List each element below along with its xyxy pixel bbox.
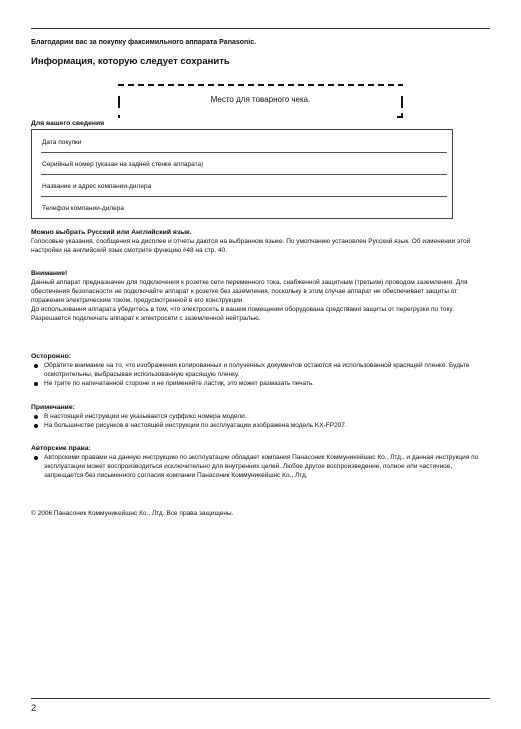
language-title: Можно выбрать Русский или Английский язык. (31, 229, 192, 236)
bullet-icon (34, 456, 38, 460)
language-text: Голосовые указания, сообщения на дисплее и отчеты даются на выбранном языке. По умолчанию установлен Русский язык. Об изменении этой настройки на английский язык смотрите функцию #48 на стр. 40. (31, 238, 471, 254)
note-section (31, 403, 491, 430)
list-item-text: Авторскими правами на данную инструкцию по эксплуатации обладает компания Панасоник Коммуникейшнс Ко., Лтд., и данная инструкция по эксплуатации может воспроизводиться исключительно для внутренних целей. Любое другое воспроизведение, полное или частичное, запрещается без письменного согласия компании Панасоник Коммуникейшнс Ко., Лтд. (44, 454, 479, 479)
list-item (31, 412, 491, 421)
caution-list (31, 361, 491, 388)
reference-row (41, 133, 447, 153)
attention-text: Данный аппарат предназначен для подключения к розетке сети переменного тока, снабженной защитным (третьим) проводом заземления. Для обеспечения безопасности не подключайте аппарат к розетке без заземления, поскольку в этом случае аппарат не обеспечивает защиты от поражения электрическим током, предусмотренной в его конструкции. (31, 279, 468, 304)
language-section (31, 228, 491, 255)
bullet-icon (34, 364, 38, 368)
attention-section (31, 269, 491, 323)
reference-table (31, 129, 453, 219)
top-rule (31, 28, 490, 29)
reference-row (41, 177, 447, 197)
reference-row-label: Серийный номер (указан на задней стенке аппарата) (42, 161, 204, 168)
copyright-list (31, 453, 491, 480)
receipt-left-corner (118, 115, 120, 118)
note-list (31, 412, 491, 430)
list-item (31, 421, 491, 430)
list-item-text: Не трите по напечатанной стороне и не применяйте ластик, это может размазать печать. (44, 380, 315, 387)
reference-row-label: Дата покупки (42, 139, 82, 146)
reference-row (41, 199, 447, 219)
list-item-text: В настоящей инструкции не указывается суффикс номера модели. (44, 413, 247, 420)
copyright-section (31, 444, 491, 480)
list-item-text: На большинстве рисунков в настоящей инструкции по эксплуатации изображена модель KX-FP207. (44, 422, 347, 429)
receipt-placeholder (118, 84, 403, 118)
page-number: 2 (31, 703, 37, 713)
attention-text: Разрешается подключать аппарат к электросети с заземленной нейтралью. (31, 315, 261, 322)
page-title: Информация, которую следует сохранить (31, 56, 230, 67)
reference-row-label: Название и адрес компании-дилера (42, 183, 152, 190)
reference-row (41, 155, 447, 175)
copyright-title: Авторские права: (31, 445, 91, 452)
receipt-right-corner-tick (401, 113, 403, 118)
caution-title: Осторожно: (31, 353, 72, 360)
receipt-label: Место для товарного чека. (210, 95, 311, 104)
list-item-text: Обратите внимание на то, что изображения копированных и полученных документов остаются на использованной красящей пленке. Будьте осмотрительны, выбрасывая использованную красящую пленку. (44, 362, 470, 378)
attention-text: До использования аппарата убедитесь в том, что электросеть в вашем помещении оборудована средствами защиты от перегрузки по току. (31, 306, 454, 313)
bullet-icon (34, 415, 38, 419)
note-title: Примечание: (31, 404, 75, 411)
list-item (31, 453, 491, 480)
list-item (31, 361, 491, 379)
receipt-dashed-border (118, 84, 403, 86)
copyright-line: © 2006 Панасоник Коммуникейшнс Ко., Лтд. Все права защищены. (31, 510, 234, 517)
reference-title: Для вашего сведения (31, 120, 105, 127)
bottom-rule (31, 698, 490, 699)
reference-row-label: Телефон компании-дилера (42, 205, 124, 212)
thanks-line: Благодарим вас за покупку факсимильного аппарата Panasonic. (31, 39, 257, 46)
bullet-icon (34, 382, 38, 386)
attention-title: Внимание! (31, 270, 68, 277)
bullet-icon (34, 424, 38, 428)
caution-section (31, 352, 491, 388)
list-item (31, 379, 491, 388)
